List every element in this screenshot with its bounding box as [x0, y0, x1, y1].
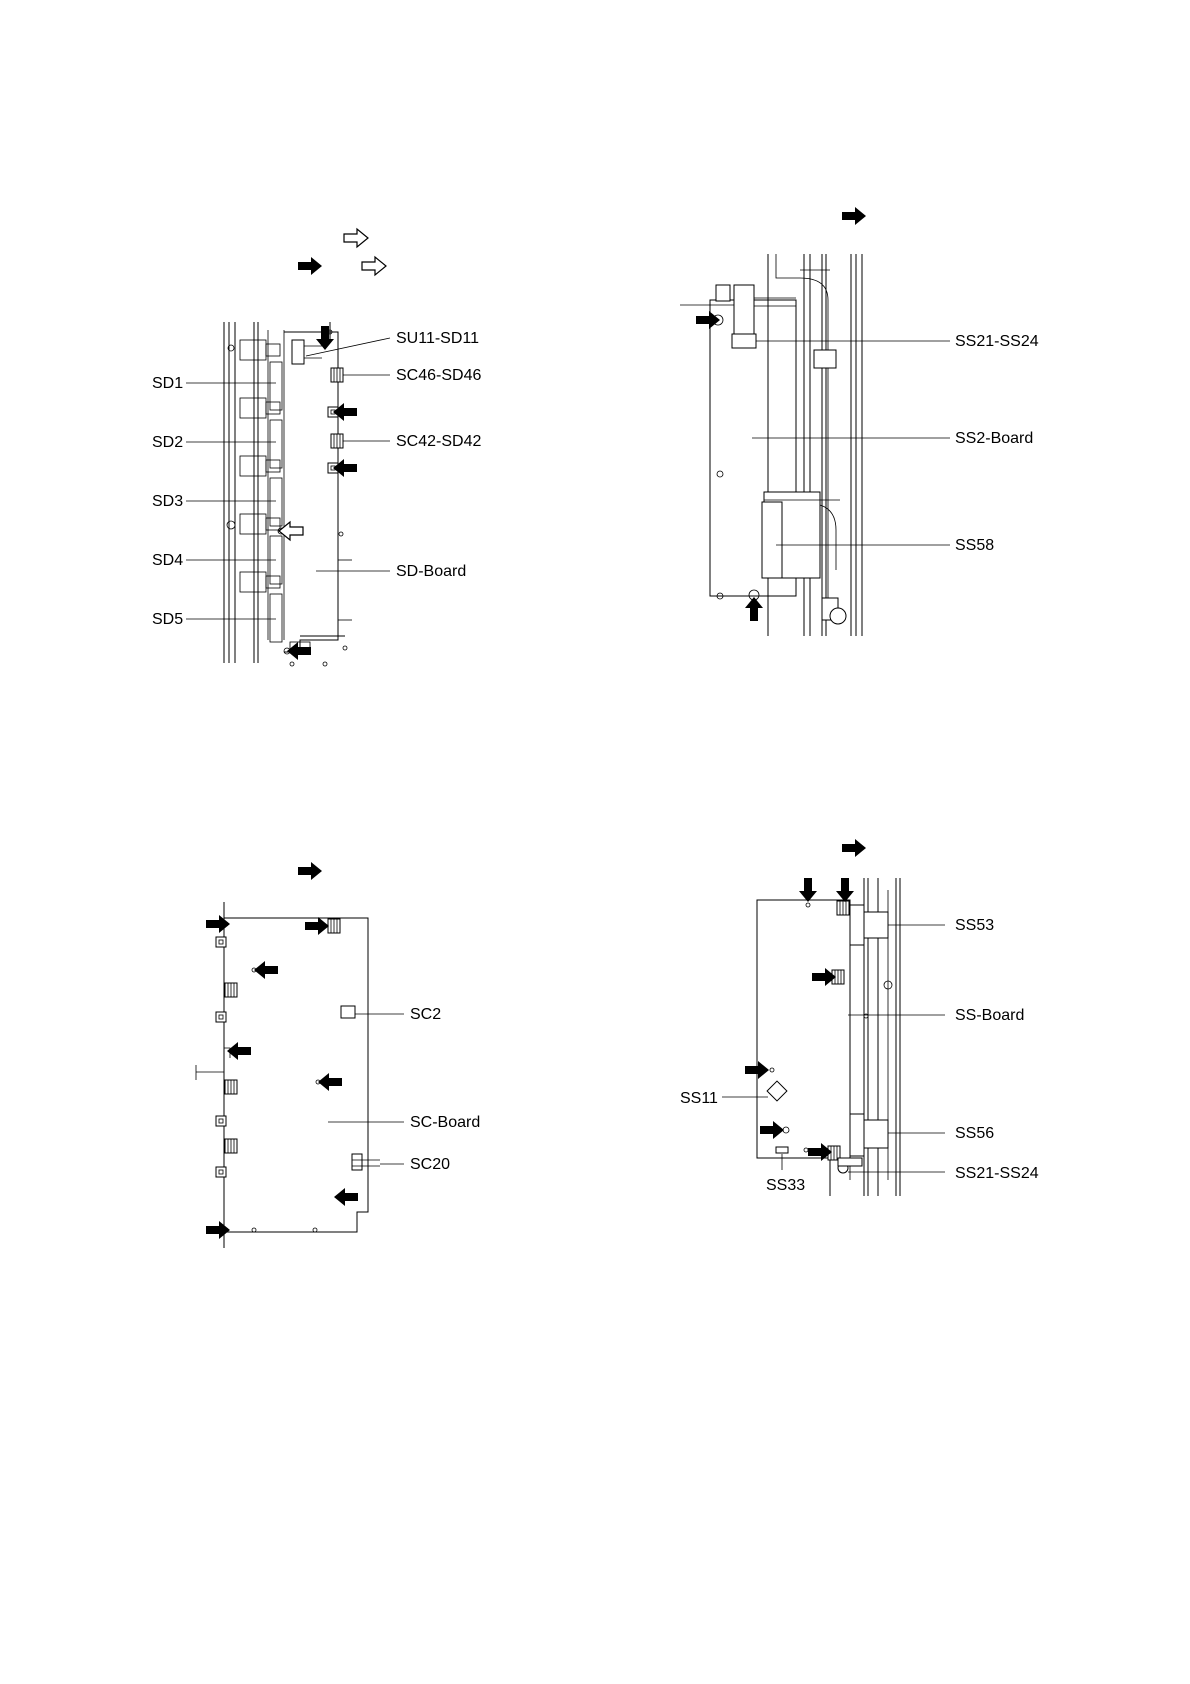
- filled-arrow-icon: [287, 642, 311, 660]
- filled-arrow-icon: [799, 878, 817, 902]
- open-arrow-icon: [344, 229, 368, 247]
- label-sd3: SD3: [152, 493, 184, 510]
- filled-arrow-icon: [227, 1042, 251, 1060]
- label-sc20: SC20: [410, 1156, 451, 1173]
- filled-arrow-icon: [836, 878, 854, 902]
- filled-arrow-icon: [298, 862, 322, 880]
- label-sc-board: SC-Board: [410, 1114, 481, 1131]
- label-sc2: SC2: [410, 1006, 442, 1023]
- label-ss-board: SS-Board: [955, 1007, 1025, 1024]
- label-ss21-ss24-b: SS21-SS24: [955, 1165, 1039, 1182]
- filled-arrow-icon: [206, 1221, 230, 1239]
- label-ss21-ss24: SS21-SS24: [955, 333, 1039, 350]
- label-su11-sd11: SU11-SD11: [396, 330, 479, 347]
- label-sd2: SD2: [152, 434, 184, 451]
- open-arrow-icon: [279, 522, 303, 540]
- label-ss2-board: SS2-Board: [955, 430, 1034, 447]
- label-sd4: SD4: [152, 552, 184, 569]
- label-sc42-sd42: SC42-SD42: [396, 433, 482, 450]
- filled-arrow-icon: [333, 459, 357, 477]
- filled-arrow-icon: [760, 1121, 784, 1139]
- filled-arrow-icon: [298, 257, 322, 275]
- filled-arrow-icon: [318, 1073, 342, 1091]
- label-ss11: SS11: [680, 1090, 718, 1107]
- ss2-board-diagram: [680, 207, 1039, 636]
- label-sd-board: SD-Board: [396, 563, 467, 580]
- filled-arrow-icon: [334, 1188, 358, 1206]
- label-ss33: SS33: [766, 1177, 806, 1194]
- label-sd1: SD1: [152, 375, 184, 392]
- label-ss53: SS53: [955, 917, 995, 934]
- filled-arrow-icon: [842, 207, 866, 225]
- filled-arrow-icon: [696, 311, 720, 329]
- label-sd5: SD5: [152, 611, 184, 628]
- sc-board-diagram: [196, 862, 480, 1248]
- open-arrow-icon: [362, 257, 386, 275]
- label-sc46-sd46: SC46-SD46: [396, 367, 482, 384]
- sd-board-diagram: [152, 229, 481, 666]
- filled-arrow-icon: [333, 403, 357, 421]
- filled-arrow-icon: [842, 839, 866, 857]
- filled-arrow-icon: [305, 917, 329, 935]
- ss-board-diagram: [680, 839, 1039, 1196]
- filled-arrow-icon: [254, 961, 278, 979]
- label-ss58: SS58: [955, 537, 995, 554]
- filled-arrow-icon: [745, 597, 763, 621]
- label-ss56: SS56: [955, 1125, 995, 1142]
